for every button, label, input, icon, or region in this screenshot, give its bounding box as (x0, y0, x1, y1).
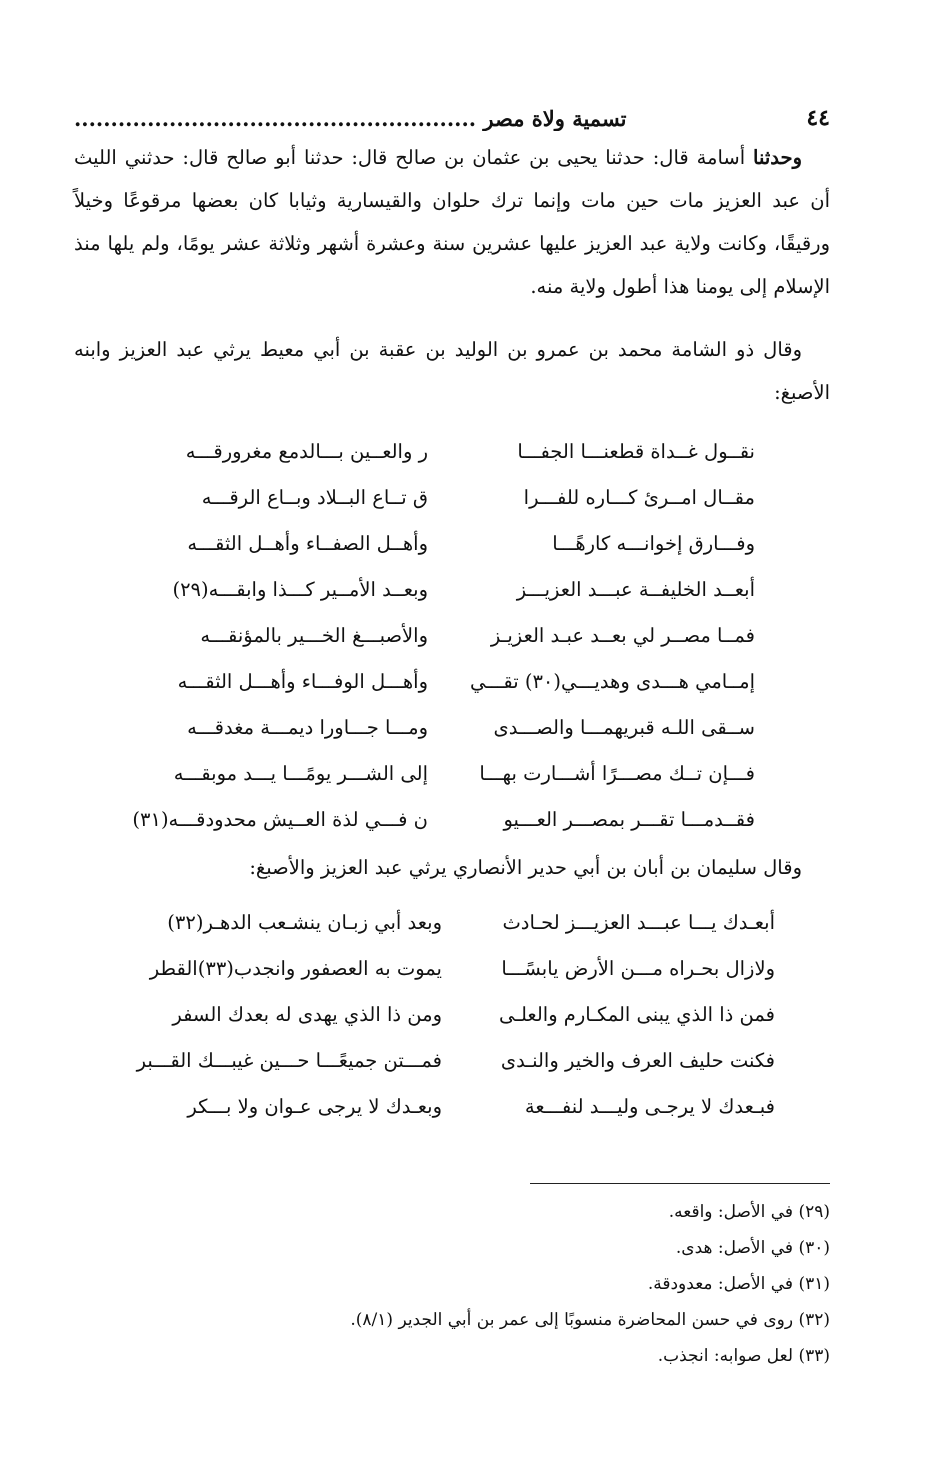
verse (0, 754, 950, 800)
verse-first-hemistich: فمــا مصــر لي بعــد عبـد العزيـز (490, 624, 755, 647)
paragraph-2: وقال ذو الشامة محمد بن عمرو بن الوليد بن عقبة بن أبي معيط يرثي عبد العزيز وابنه الأصبغ: (74, 338, 830, 404)
verse (0, 1041, 950, 1087)
verse (0, 524, 950, 570)
paragraph-1 (74, 136, 830, 308)
verse-second-hemistich: وبعـدك لا يرجى عـوان ولا بـــكر (187, 1095, 442, 1118)
paragraph-1-lead: وحدثنا (753, 146, 802, 169)
verse-first-hemistich: ولازال بحـراه مـــن الأرض يابسًـــا (501, 957, 775, 980)
verse-first-hemistich: أبعـدك يـــا عبـــد العزيـــز لحـادث (502, 911, 775, 934)
verse (0, 478, 950, 524)
verse-first-hemistich: نقــول غــداة قطعنـــا الجفـــا (517, 440, 755, 463)
poem-1 (0, 432, 950, 846)
verse-first-hemistich: وفـــارق إخوانـــه كارهًـــا (552, 532, 755, 555)
page-number: ٤٤ (806, 105, 830, 131)
poem-2 (0, 903, 950, 1133)
verse (0, 800, 950, 846)
verse-second-hemistich: وبعــد الأمــير كـــذا وابقـــه(٢٩) (172, 578, 428, 601)
footnote: (٢٩) في الأصل: واقعه. (668, 1202, 830, 1222)
footnotes (110, 1195, 830, 1375)
verse (0, 949, 950, 995)
verse (0, 432, 950, 478)
verse-second-hemistich: ومن ذا الذي يهدى له بعدك السفر (172, 1003, 442, 1026)
paragraph-1-text: أسامة قال: حدثنا يحيى بن عثمان بن صالح قال: حدثنا أبو صالح قال: حدثني الليث أن عبد العزيز مات حين مات وإنما ترك حلوان والقيسارية وثيابا كان بعضها مرقوعًا وخيلاً ورقيقًا، وكانت ولاية عبد العزيز عليها عشرين سنة وعشرة أشهر وثلاثة عشر يومًا، ولم يلها منذ الإسلام إلى يومنا هذا أطول ولاية منه. (74, 146, 830, 298)
verse-first-hemistich: فكنت حليف العرف والخير والنـدى (500, 1049, 775, 1072)
verse-second-hemistich: فمـــتن جميعًـــا حـــين غيبـــك القـــبر (136, 1049, 442, 1072)
verse-first-hemistich: فقــدمـــا تقـــر بمصـــر العـــيو (503, 808, 755, 831)
footnote: (٣٢) روى في حسن المحاضرة منسوبًا إلى عمر بن أبي الجدير (٨/١). (350, 1310, 830, 1330)
verse (0, 616, 950, 662)
footnote-separator (530, 1183, 830, 1184)
verse-first-hemistich: إمــامي هـــدى وهديـــي(٣٠) تقـــي (469, 670, 755, 693)
verse-second-hemistich: ق تــاع البــلاد وبــاع الرقـــه (201, 486, 428, 509)
verse-first-hemistich: مقــال امــرئ كـــاره للفـــرا (523, 486, 755, 509)
verse (0, 995, 950, 1041)
verse-second-hemistich: وبعد أبي زبـان ينشـعب الدهـر(٣٢) (167, 911, 442, 934)
verse-second-hemistich: ر والعــين بـــالدمع مغرورقـــه (185, 440, 428, 463)
verse-first-hemistich: فـــإن تــك مصـــرًا أشـــارت بهـــا (479, 762, 755, 785)
verse-first-hemistich: أبعــد الخليفــة عبـــد العزيـــز (516, 578, 755, 601)
verse-second-hemistich: ن فـــي لذة العــيش محدودقـــه(٣١) (132, 808, 428, 831)
verse (0, 903, 950, 949)
verse-second-hemistich: وأهـــل الوفـــاء وأهـــل الثقـــه (177, 670, 428, 693)
verse-first-hemistich: ســقى اللـه قبريهمـــا والصـــدى (493, 716, 755, 739)
verse (0, 1087, 950, 1133)
verse-second-hemistich: ومـــا جـــاورا ديمـــة مغدقـــه (187, 716, 428, 739)
footnote: (٣٠) في الأصل: هدى. (675, 1238, 830, 1258)
paragraph-3: وقال سليمان بن أبان بن أبي حدير الأنصاري يرثي عبد العزيز والأصبغ: (249, 856, 802, 879)
verse-second-hemistich: والأصبـــغ الخـــير بالمؤنقـــه (200, 624, 428, 647)
verse-second-hemistich: وأهــل الصفــاء وأهــل الثقـــه (187, 532, 428, 555)
running-header (74, 100, 830, 136)
footnote: (٣٣) لعل صوابه: انجذب. (657, 1346, 830, 1366)
verse-first-hemistich: فمن ذا الذي يبنى المكـارم والعلـى (499, 1003, 775, 1026)
verse-first-hemistich: فبـعدك لا يرجـى وليـــد لنفـــعة (524, 1095, 775, 1118)
verse-second-hemistich: إلى الشـــر يومًـــا يـــد موبقـــه (173, 762, 428, 785)
verse (0, 708, 950, 754)
verse (0, 570, 950, 616)
running-title: تسمية ولاة مصر ....................................................... (74, 105, 627, 131)
footnote: (٣١) في الأصل: معدودقة. (647, 1274, 830, 1294)
verse (0, 662, 950, 708)
verse-second-hemistich: يموت به العصفور وانجدب(٣٣)القطر (149, 957, 442, 980)
